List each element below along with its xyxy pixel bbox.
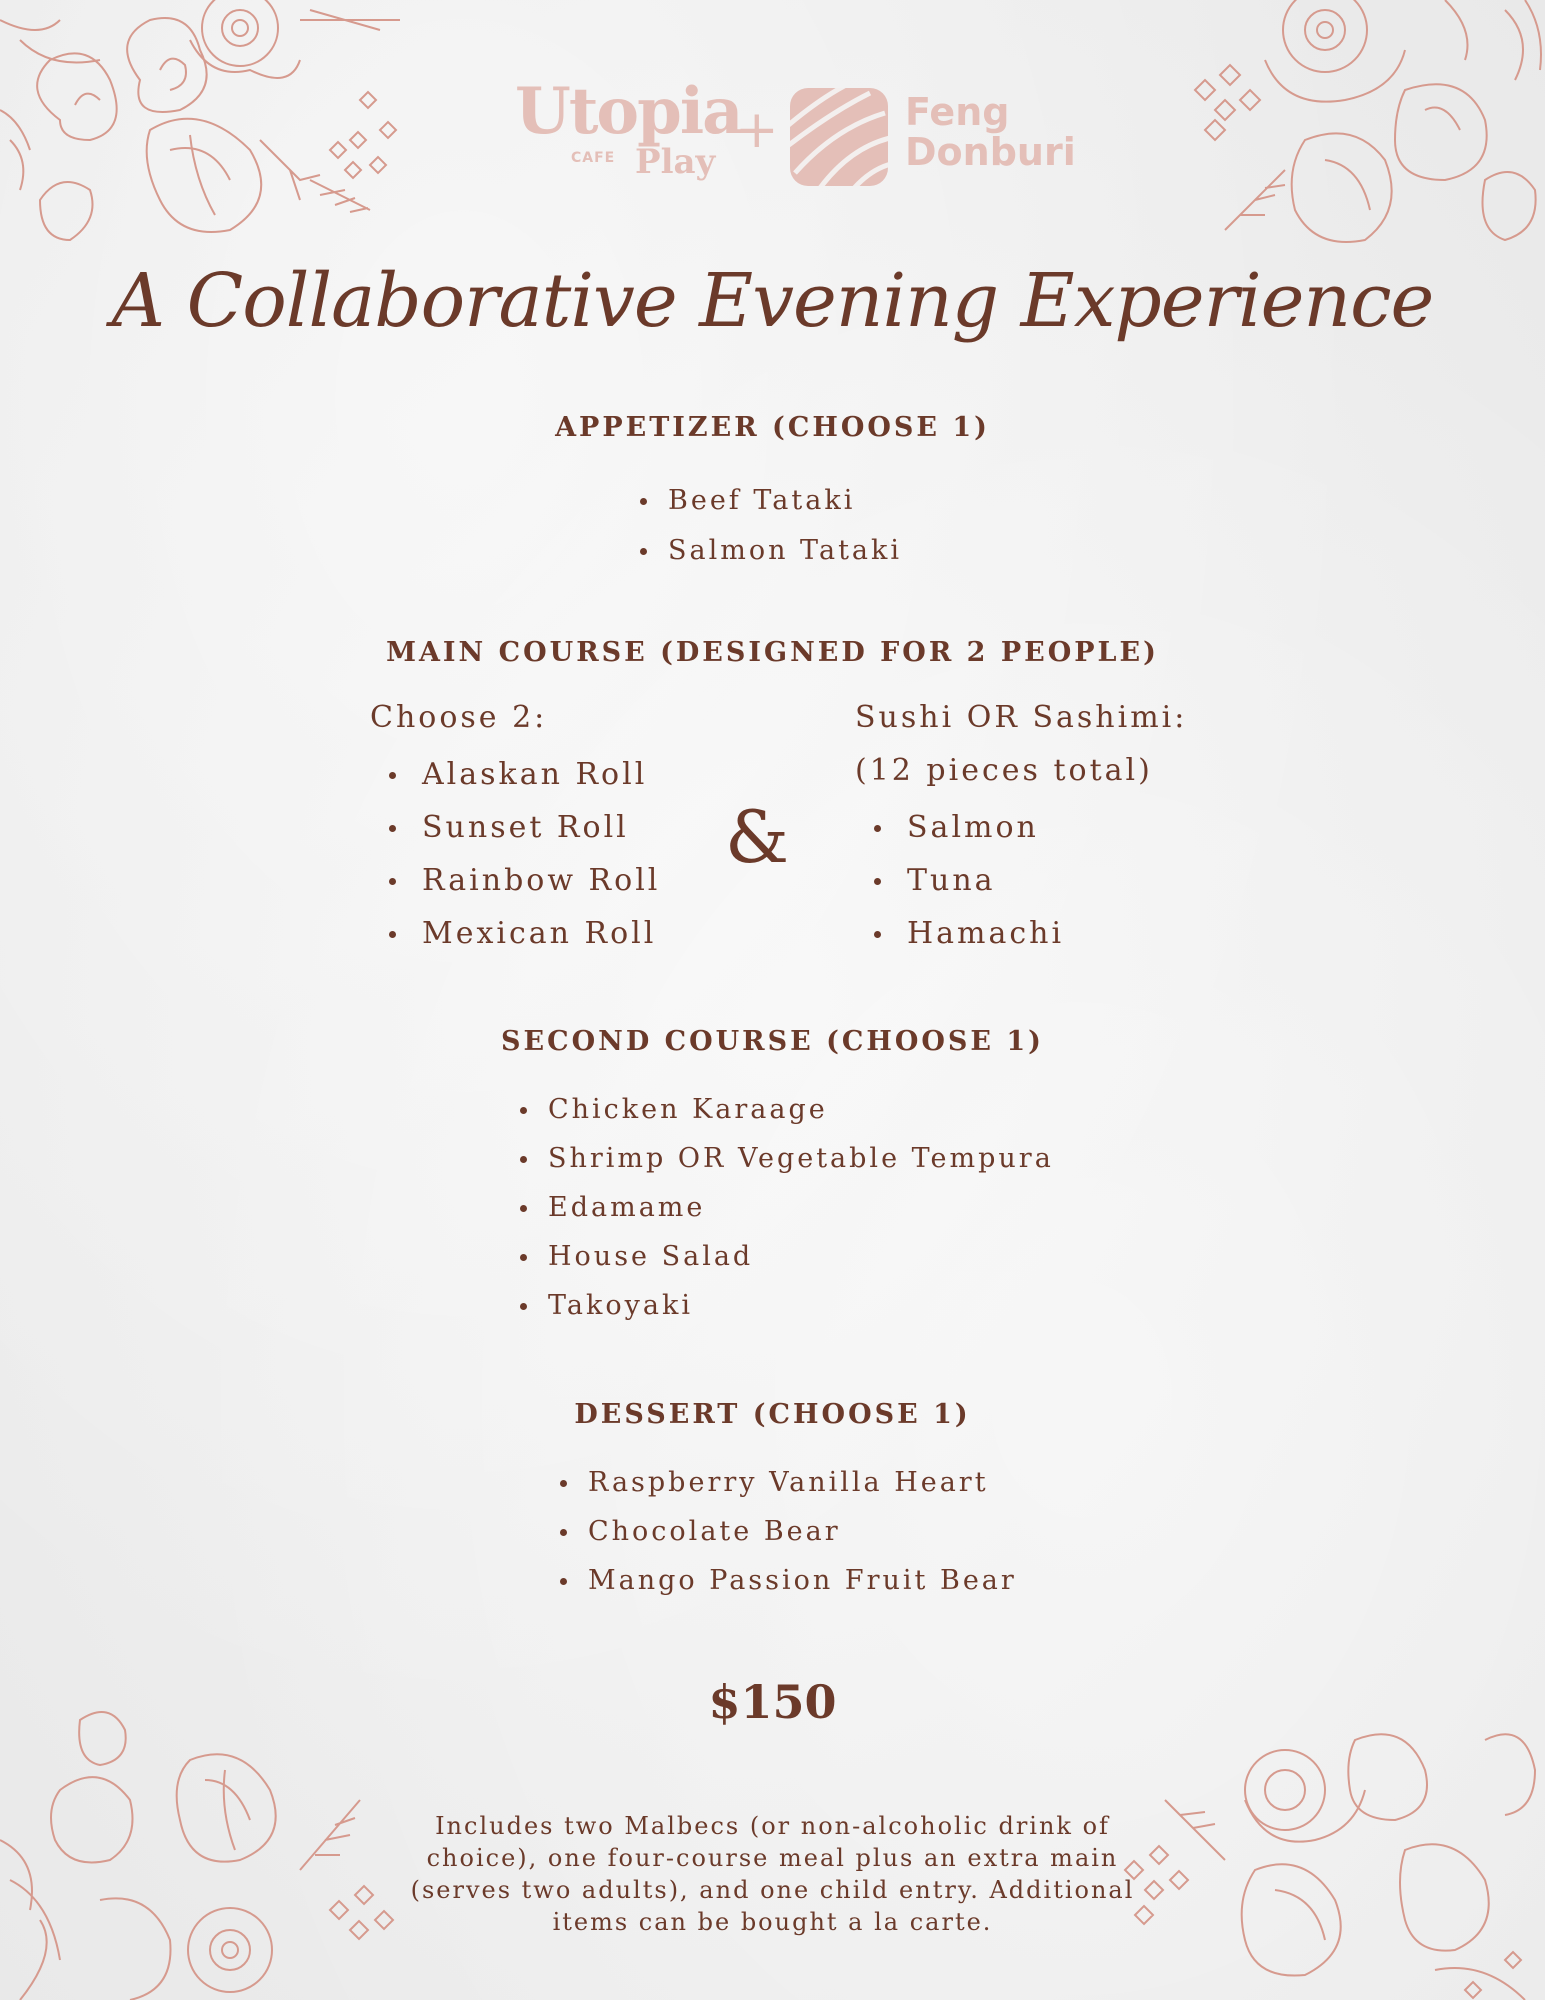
list-item: Edamame <box>516 1183 1054 1232</box>
dessert-list <box>556 1458 1017 1605</box>
list-item: Takoyaki <box>516 1281 1054 1330</box>
feng-logo-line1: Feng <box>905 90 1010 134</box>
list-item: House Salad <box>516 1232 1054 1281</box>
price: $150 <box>708 1675 837 1729</box>
list-item: Tuna <box>870 854 1064 907</box>
main-course-heading: MAIN COURSE (DESIGNED FOR 2 PEOPLE) <box>386 637 1159 668</box>
utopia-cafe-play-logo <box>515 74 742 190</box>
utopia-logo-cafe: CAFE <box>571 150 616 166</box>
main-course-roll-list <box>385 748 660 960</box>
floral-decoration-bottom-left <box>0 1700 440 2000</box>
floral-decoration-bottom-right <box>1105 1700 1545 2000</box>
main-course-sushi-list <box>870 801 1064 960</box>
appetizer-list <box>636 476 902 576</box>
list-item: Mango Passion Fruit Bear <box>556 1556 1017 1605</box>
list-item: Raspberry Vanilla Heart <box>556 1458 1017 1507</box>
partner-logos <box>0 74 1545 200</box>
ampersand: & <box>725 795 790 879</box>
list-item: Sunset Roll <box>385 801 660 854</box>
list-item: Chocolate Bear <box>556 1507 1017 1556</box>
dessert-heading: DESSERT (CHOOSE 1) <box>574 1399 971 1430</box>
list-item: Alaskan Roll <box>385 748 660 801</box>
appetizer-heading: APPETIZER (CHOOSE 1) <box>555 412 990 443</box>
list-item: Mexican Roll <box>385 907 660 960</box>
list-item: Beef Tataki <box>636 476 902 526</box>
list-item: Salmon Tataki <box>636 526 902 576</box>
list-item: Rainbow Roll <box>385 854 660 907</box>
feng-donburi-logo-mark <box>790 88 888 186</box>
list-item: Salmon <box>870 801 1064 854</box>
list-item: Shrimp OR Vegetable Tempura <box>516 1134 1054 1183</box>
main-course-right-sublabel: (12 pieces total) <box>855 753 1153 788</box>
feng-logo-line2: Donburi <box>905 130 1076 174</box>
plus-sign: + <box>735 100 779 160</box>
feng-donburi-logo-text <box>905 92 1076 172</box>
page-title: A Collaborative Evening Experience <box>111 258 1434 344</box>
main-course-right-label: Sushi OR Sashimi: <box>855 700 1188 735</box>
main-course-left-label: Choose 2: <box>370 700 548 735</box>
second-course-list <box>516 1085 1054 1330</box>
utopia-logo-play: Play <box>635 142 716 182</box>
second-course-heading: SECOND COURSE (CHOOSE 1) <box>501 1026 1044 1057</box>
footnote: Includes two Malbecs (or non-alcoholic drink of choice), one four-course meal plus an extra main (serves two adults), and one child entry. Additional items can be bought a la carte. <box>410 1812 1135 1936</box>
utopia-logo-wordmark: Utopia <box>515 74 742 149</box>
list-item: Chicken Karaage <box>516 1085 1054 1134</box>
list-item: Hamachi <box>870 907 1064 960</box>
